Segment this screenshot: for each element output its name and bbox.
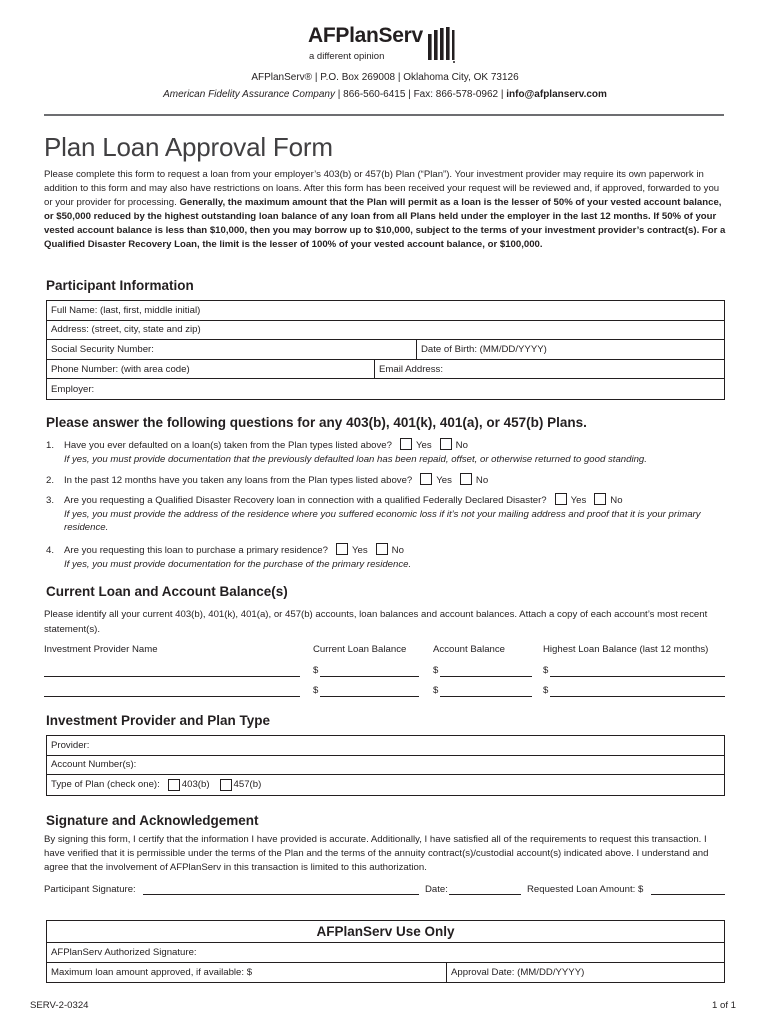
question-note: If yes, you must provide documentation that the previously defaulted loan has been repaid, offset, or otherwise returned to good standing. [64, 453, 647, 465]
address-field[interactable]: Address: (street, city, state and zip) [51, 324, 201, 336]
yes-checkbox[interactable] [336, 543, 348, 555]
form-id: SERV-2-0324 [30, 1000, 89, 1011]
balances-instructions: Please identify all your current 403(b), 401(k), 401(a), or 457(b) accounts, loan balances and account balances. Attach a copy of each account’s most recent statement(s). [44, 609, 708, 635]
header-divider [44, 114, 724, 116]
yes-label: Yes [415, 440, 432, 451]
ssn-field[interactable]: Social Security Number: [51, 343, 154, 355]
intro-text: Please complete this form to request a loan from your employer’s 403(b) or 457(b) Plan (“Plan”). Your investment provider may require its own paperwork in addition to this form and may also have restrictions on loans. After this form has been received your request will be reviewed and, if approved, forwarded to you or your provider for processing. [44, 169, 720, 209]
full-name-field[interactable]: Full Name: (last, first, middle initial) [51, 304, 201, 316]
highest-loan-input-2[interactable] [550, 696, 725, 697]
authorized-signature-row[interactable] [47, 943, 724, 963]
question-1 [46, 438, 647, 466]
questions-heading: Please answer the following questions for any 403(b), 401(k), 401(a), or 457(b) Plans. [46, 415, 587, 430]
provider-table [46, 735, 725, 796]
provider-name-input-2[interactable] [44, 696, 300, 697]
ssn-dob-row [47, 340, 724, 360]
question-text: In the past 12 months have you taken any loans from the Plan types listed above? [64, 475, 413, 486]
requested-amount-label: Requested Loan Amount: $ [527, 884, 644, 895]
question-3 [46, 493, 736, 535]
phone-fax: | 866-560-6415 | Fax: 866-578-0962 | [337, 89, 504, 100]
employer-row[interactable] [47, 379, 724, 399]
account-numbers-row[interactable] [47, 756, 724, 776]
current-loan-input-1[interactable] [320, 676, 419, 677]
plan-457b-checkbox[interactable] [220, 779, 232, 791]
question-number: 4. [46, 545, 55, 556]
col-highest-loan: Highest Loan Balance (last 12 months) [543, 644, 709, 655]
provider-name-input-1[interactable] [44, 676, 300, 677]
no-checkbox[interactable] [460, 473, 472, 485]
dob-field[interactable]: Date of Birth: (MM/DD/YYYY) [416, 340, 724, 359]
provider-field[interactable]: Provider: [51, 739, 90, 751]
page-number: 1 of 1 [712, 1000, 737, 1011]
question-text: Are you requesting a Qualified Disaster Recovery loan in connection with a qualified Federally Declared Disaster? [64, 495, 547, 506]
participant-signature-label: Participant Signature: [44, 884, 136, 895]
logo-tagline: a different opinion [309, 51, 385, 62]
plan-type-cell [47, 775, 724, 795]
phone-email-row [47, 360, 724, 380]
company-logo [308, 24, 468, 64]
currency-sign: $ [313, 665, 319, 676]
highest-loan-input-1[interactable] [550, 676, 725, 677]
question-note: If yes, you must provide documentation for the purchase of the primary residence. [64, 558, 412, 570]
col-account-balance: Account Balance [433, 644, 505, 655]
currency-sign: $ [543, 665, 549, 676]
company-name: American Fidelity Assurance Company [163, 89, 335, 100]
approval-date-field[interactable]: Approval Date: (MM/DD/YYYY) [446, 963, 724, 983]
currency-sign: $ [433, 685, 439, 696]
question-text: Are you requesting this loan to purchase a primary residence? [64, 545, 328, 556]
date-label: Date: [425, 884, 448, 895]
provider-heading: Investment Provider and Plan Type [46, 713, 271, 728]
email-field[interactable]: Email Address: [374, 360, 724, 379]
internal-use-heading: AFPlanServ Use Only [47, 921, 724, 943]
yes-label: Yes [351, 545, 368, 556]
question-text: Have you ever defaulted on a loan(s) taken from the Plan types listed above? [64, 440, 392, 451]
no-checkbox[interactable] [440, 438, 452, 450]
phone-field[interactable]: Phone Number: (with area code) [51, 363, 190, 375]
address-line-2 [0, 89, 770, 100]
participant-heading: Participant Information [46, 278, 194, 293]
yes-checkbox[interactable] [420, 473, 432, 485]
yes-label: Yes [436, 475, 452, 486]
internal-use-table [46, 920, 725, 983]
question-number: 2. [46, 475, 55, 486]
currency-sign: $ [433, 665, 439, 676]
no-label: No [475, 475, 489, 486]
full-name-row[interactable] [47, 301, 724, 321]
col-provider-name: Investment Provider Name [44, 644, 158, 655]
yes-checkbox[interactable] [555, 493, 567, 505]
page-title: Plan Loan Approval Form [44, 132, 333, 162]
plan-type-label: Type of Plan (check one): [51, 779, 160, 791]
no-label: No [391, 545, 404, 556]
requested-amount-input[interactable] [651, 894, 725, 895]
question-number: 1. [46, 440, 55, 451]
provider-row[interactable] [47, 736, 724, 756]
no-checkbox[interactable] [376, 543, 388, 555]
intro-loan-limit-text: Generally, the maximum amount that the Plan will permit as a loan is the lesser of 50% of your vested account balance, or $50,000 reduced by the highest outstanding loan balance of any loan from all Plans held under the employer in the last 12 months. If 50% of your vested account balance is less than $10,000, then you may borrow up to $10,000, subject to the terms of your investment provider’s contract(s). For a Qualified Disaster Recovery Loan, the limit is the lesser of 100% of your vested account balance, or $100,000. [44, 197, 726, 251]
plan-457b-label: 457(b) [233, 779, 262, 791]
logo-bars-icon [427, 27, 457, 63]
contact-email[interactable]: info@afplanserv.com [506, 89, 607, 100]
participant-table [46, 300, 725, 400]
signature-heading: Signature and Acknowledgement [46, 813, 259, 828]
question-4 [46, 543, 411, 571]
address-row[interactable] [47, 321, 724, 341]
signature-acknowledgement-text: By signing this form, I certify that the information I have provided is accurate. Additionally, I have satisfied all of the requirements to request this transaction. I have verified that it is permissible under the terms of the Plan and the terms of the annuity contract(s)/custodial account(s) indicated above. I understand and agree that the involvement of AFPlanServ in this transaction is limited to this authorization. [44, 834, 709, 874]
mailing-address: AFPlanServ® | P.O. Box 269008 | Oklahoma City, OK 73126 [251, 72, 519, 83]
plan-403b-checkbox[interactable] [168, 779, 180, 791]
plan-403b-label: 403(b) [181, 779, 210, 791]
account-numbers-field[interactable]: Account Number(s): [51, 759, 137, 771]
date-input[interactable] [449, 894, 521, 895]
currency-sign: $ [543, 685, 549, 696]
no-label: No [455, 440, 468, 451]
currency-sign: $ [313, 685, 319, 696]
employer-field[interactable]: Employer: [51, 383, 95, 395]
no-label: No [610, 495, 623, 506]
intro-paragraph [44, 168, 728, 253]
logo-text: AFPlanServ [308, 24, 423, 47]
no-checkbox[interactable] [594, 493, 606, 505]
authorized-signature-field[interactable]: AFPlanServ Authorized Signature: [51, 946, 197, 958]
yes-checkbox[interactable] [400, 438, 412, 450]
participant-signature-input[interactable] [143, 894, 419, 895]
approval-row [47, 963, 724, 983]
yes-label: Yes [570, 495, 587, 506]
question-number: 3. [46, 495, 55, 506]
balances-heading: Current Loan and Account Balance(s) [46, 584, 288, 599]
current-loan-input-2[interactable] [320, 696, 419, 697]
account-balance-input-1[interactable] [440, 676, 532, 677]
question-2 [46, 473, 488, 488]
col-current-loan: Current Loan Balance [313, 644, 407, 655]
question-note: If yes, you must provide the address of the residence where you suffered economic loss if it’s not your mailing address and proof that it is your primary residence. [64, 508, 701, 533]
address-line-1 [0, 72, 770, 83]
max-loan-field[interactable]: Maximum loan amount approved, if available: $ [51, 966, 253, 978]
plan-type-row [47, 775, 724, 795]
account-balance-input-2[interactable] [440, 696, 532, 697]
